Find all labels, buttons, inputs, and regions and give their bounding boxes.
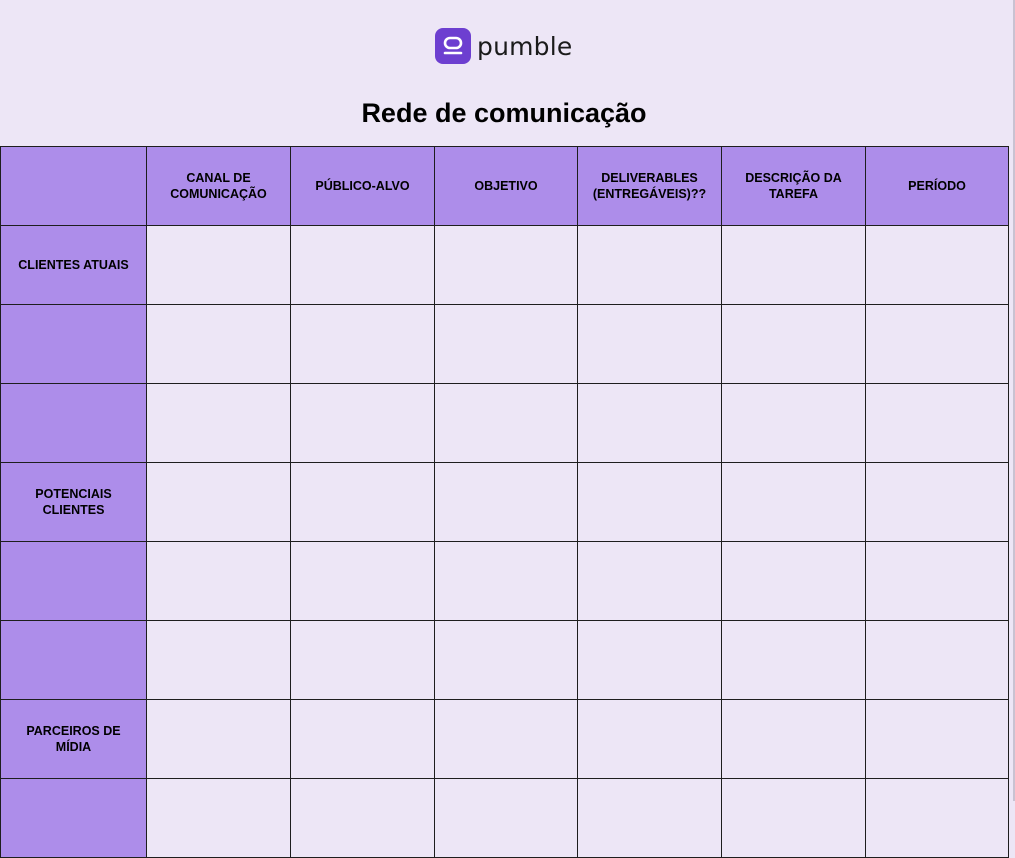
- table-cell[interactable]: [722, 542, 866, 621]
- column-header-channel: CANAL DE COMUNICAÇÃO: [147, 147, 291, 226]
- pumble-logo: [435, 28, 572, 64]
- table-cell[interactable]: [291, 779, 435, 858]
- table-cell[interactable]: [147, 542, 291, 621]
- row-label: [1, 621, 147, 700]
- table-cell[interactable]: [291, 226, 435, 305]
- row-label: [1, 384, 147, 463]
- table-cell[interactable]: [866, 621, 1009, 700]
- table-cell[interactable]: [435, 542, 578, 621]
- row-label: [1, 779, 147, 858]
- table-row: [1, 621, 1009, 700]
- table-cell[interactable]: [578, 384, 722, 463]
- table-cell[interactable]: [147, 463, 291, 542]
- table-cell[interactable]: [147, 779, 291, 858]
- table-cell[interactable]: [866, 779, 1009, 858]
- table-cell[interactable]: [291, 542, 435, 621]
- table-row: [1, 463, 1009, 542]
- table-cell[interactable]: [722, 700, 866, 779]
- table-row: [1, 542, 1009, 621]
- table-cell[interactable]: [147, 700, 291, 779]
- column-header-audience: PÚBLICO-ALVO: [291, 147, 435, 226]
- table-cell[interactable]: [578, 305, 722, 384]
- row-label: [1, 542, 147, 621]
- row-label: POTENCIAIS CLIENTES: [1, 463, 147, 542]
- table-cell[interactable]: [722, 305, 866, 384]
- row-label: CLIENTES ATUAIS: [1, 226, 147, 305]
- table-cell[interactable]: [291, 700, 435, 779]
- column-header-task-description: DESCRIÇÃO DA TAREFA: [722, 147, 866, 226]
- table-cell[interactable]: [435, 463, 578, 542]
- table-cell[interactable]: [578, 621, 722, 700]
- chat-bubble-icon: [442, 35, 464, 57]
- table-cell[interactable]: [578, 779, 722, 858]
- table-cell[interactable]: [578, 700, 722, 779]
- table-cell[interactable]: [435, 305, 578, 384]
- page-title: Rede de comunicação: [361, 98, 647, 128]
- table-cell[interactable]: [435, 700, 578, 779]
- table-cell[interactable]: [291, 621, 435, 700]
- table-row: [1, 700, 1009, 779]
- table-cell[interactable]: [722, 779, 866, 858]
- table-cell[interactable]: [147, 384, 291, 463]
- communication-table: [0, 146, 1009, 858]
- table-row: [1, 226, 1009, 305]
- table-row: [1, 384, 1009, 463]
- pumble-logo-icon: [435, 28, 471, 64]
- table-cell[interactable]: [435, 226, 578, 305]
- table-cell[interactable]: [722, 226, 866, 305]
- table-cell[interactable]: [578, 542, 722, 621]
- table-header-row: [1, 147, 1009, 226]
- table-row: [1, 305, 1009, 384]
- table-cell[interactable]: [866, 226, 1009, 305]
- column-header-objective: OBJETIVO: [435, 147, 578, 226]
- row-label: [1, 305, 147, 384]
- row-label: PARCEIROS DE MÍDIA: [1, 700, 147, 779]
- table-cell[interactable]: [722, 463, 866, 542]
- table-cell[interactable]: [866, 463, 1009, 542]
- pumble-wordmark: pumble: [477, 31, 573, 61]
- table-cell[interactable]: [291, 384, 435, 463]
- table-cell[interactable]: [147, 621, 291, 700]
- table-cell[interactable]: [866, 700, 1009, 779]
- table-cell[interactable]: [578, 463, 722, 542]
- table-cell[interactable]: [435, 384, 578, 463]
- column-header-deliverables: DELIVERABLES (ENTREGÁVEIS)??: [578, 147, 722, 226]
- table-cell[interactable]: [866, 542, 1009, 621]
- table-cell[interactable]: [147, 305, 291, 384]
- table-cell[interactable]: [578, 226, 722, 305]
- column-header-blank: [1, 147, 147, 226]
- column-header-period: PERÍODO: [866, 147, 1009, 226]
- table-cell[interactable]: [435, 779, 578, 858]
- table-cell[interactable]: [435, 621, 578, 700]
- table-cell[interactable]: [866, 384, 1009, 463]
- table-cell[interactable]: [291, 463, 435, 542]
- table-cell[interactable]: [291, 305, 435, 384]
- table-row: [1, 779, 1009, 858]
- table-cell[interactable]: [147, 226, 291, 305]
- table-cell[interactable]: [722, 384, 866, 463]
- table-cell[interactable]: [722, 621, 866, 700]
- table-cell[interactable]: [866, 305, 1009, 384]
